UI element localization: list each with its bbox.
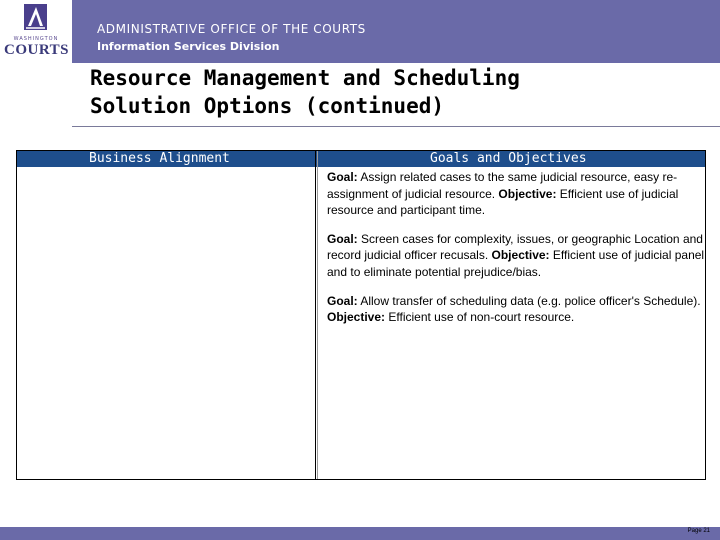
goal-label: Goal: — [327, 170, 358, 184]
objective-text: Efficient use of judicial resource and participant time. — [327, 186, 679, 218]
alignment-table — [16, 150, 706, 480]
list-item — [327, 231, 707, 281]
column-divider — [315, 151, 316, 479]
objective-text: Efficient use of non-court resource. — [385, 310, 575, 325]
goal-label: Goal: — [327, 293, 358, 308]
page-number: Page 21 — [687, 528, 710, 534]
objective-text: Efficient use of judicial panel and to eliminate potential prejudice/bias. — [327, 248, 705, 279]
objective-label: Objective: — [491, 248, 550, 263]
org-name: ADMINISTRATIVE OFFICE OF THE COURTS — [97, 22, 366, 36]
footer-bar — [0, 527, 720, 540]
goals-cell — [327, 169, 707, 338]
objective-label: Objective: — [327, 310, 386, 325]
logo-small-text: WASHINGTON — [13, 36, 59, 42]
column-divider-shadow — [317, 151, 318, 479]
header-business-alignment: Business Alignment — [89, 151, 230, 166]
title-line-1: Resource Management and Scheduling — [90, 66, 520, 90]
washington-courts-logo — [0, 0, 72, 63]
division-name: Information Services Division — [97, 40, 280, 53]
goal-text: Screen cases for complexity, issues, or geographic Location and record judicial officer recusals. — [327, 231, 703, 263]
goal-text: Assign related cases to the same judicial resource, easy re-assignment of judicial resource. — [327, 170, 678, 201]
goal-label: Goal: — [327, 231, 358, 246]
list-item — [327, 169, 707, 219]
title-divider — [72, 126, 720, 127]
logo-emblem-icon — [24, 4, 47, 30]
page-title — [90, 64, 710, 120]
logo-big-text: COURTS — [4, 42, 69, 58]
header-banner — [0, 0, 720, 63]
list-item — [327, 293, 707, 326]
objective-label: Objective: — [498, 186, 557, 201]
goal-text: Allow transfer of scheduling data (e.g. police officer's Schedule). — [357, 293, 701, 308]
title-line-2: Solution Options (continued) — [90, 94, 445, 118]
header-goals-objectives: Goals and Objectives — [430, 151, 587, 166]
